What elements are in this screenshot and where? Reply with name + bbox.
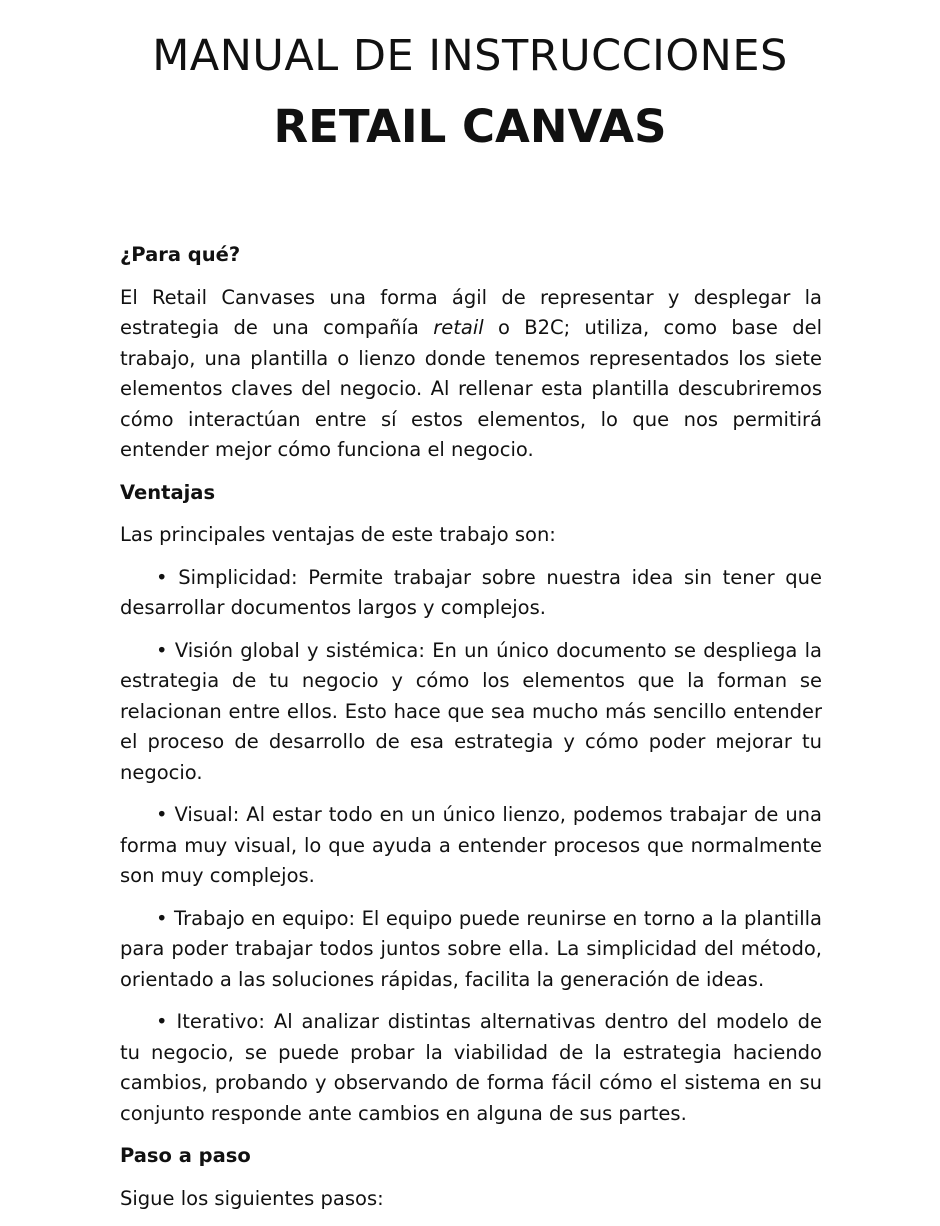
paso-a-paso-intro: Sigue los siguientes pasos: <box>120 1186 384 1210</box>
bullet-icon: • <box>156 565 168 589</box>
ventajas-item <box>120 563 822 624</box>
bullet-icon: • <box>156 1010 168 1033</box>
para-que-text-2: o B2C; utiliza, como base del trabajo, una plantilla o lienzo donde tenemos representados los siete elementos claves del negocio. Al rellenar esta plantilla descubriremos cómo interactúan entre sí estos elementos, lo que nos permitirá entender mejor cómo funciona el negocio. <box>120 316 822 461</box>
para-que-text-1: El Retail Canvases una forma ágil de representar y desplegar la estrategia de una compañía <box>120 285 822 339</box>
bullet-icon: • <box>156 803 168 826</box>
section-heading-ventajas: Ventajas <box>120 480 216 504</box>
ventajas-item-text: Visión global y sistémica: En un único documento se despliega la estrategia de tu negocio y cómo los elementos que la forman se relacionan entre ellos. Esto hace que sea mucho más sencillo entender el proceso de desarrollo de esa estrategia y cómo poder mejorar tu negocio. <box>120 638 822 784</box>
ventajas-item-text: Simplicidad: Permite trabajar sobre nuestra idea sin tener que desarrollar documentos largos y complejos. <box>120 565 822 619</box>
ventajas-item <box>120 1007 822 1129</box>
ventajas-item-text: Trabajo en equipo: El equipo puede reunirse en torno a la plantilla para poder trabajar todos juntos sobre ella. La simplicidad del método, orientado a las soluciones rápidas, facilita la generación de ideas. <box>120 906 823 991</box>
para-que-italic-retail: retail <box>433 316 484 339</box>
ventajas-item <box>120 636 822 789</box>
bullet-icon: • <box>156 638 168 662</box>
ventajas-item-text: Iterativo: Al analizar distintas alternativas dentro del modelo de tu negocio, se puede probar la viabilidad de la estrategia haciendo cambios, probando y observando de forma fácil cómo el sistema en su conjunto responde ante cambios en alguna de sus partes. <box>120 1010 822 1125</box>
document-body <box>120 240 822 1226</box>
ventajas-item <box>120 904 822 996</box>
document-title: MANUAL DE INSTRUCCIONES <box>152 31 788 81</box>
section-heading-paso-a-paso: Paso a paso <box>120 1144 251 1167</box>
ventajas-item <box>120 800 822 892</box>
section-heading-para-que: ¿Para qué? <box>120 243 241 266</box>
bullet-icon: • <box>156 906 168 930</box>
ventajas-intro: Las principales ventajas de este trabajo son: <box>120 523 556 546</box>
para-que-paragraph <box>120 283 822 466</box>
document-subtitle: RETAIL CANVAS <box>273 100 667 153</box>
ventajas-item-text: Visual: Al estar todo en un único lienzo, podemos trabajar de una forma muy visual, lo que ayuda a entender procesos que normalmente son muy complejos. <box>120 803 822 887</box>
